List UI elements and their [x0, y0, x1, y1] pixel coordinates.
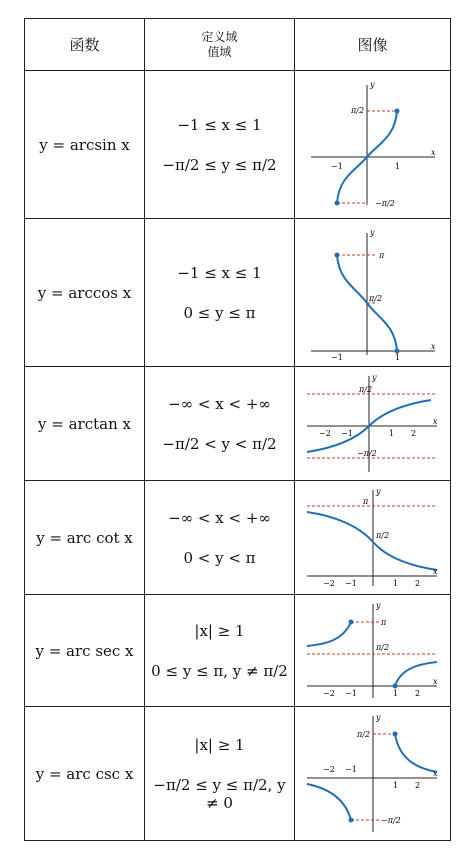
tick-label-bottom: −π/2 — [374, 198, 395, 208]
tick-label-mid: π/2 — [375, 642, 389, 652]
range-text: 0 < y < π — [183, 548, 256, 567]
header-graph: 图像 — [295, 19, 451, 71]
func-cell: y = arc sec x — [25, 595, 145, 707]
y-axis-label: y — [371, 372, 377, 382]
row-arccot — [25, 481, 451, 595]
domain-text: |x| ≥ 1 — [194, 621, 245, 640]
inverse-trig-table — [24, 18, 451, 841]
range-text: 0 ≤ y ≤ π — [183, 303, 256, 322]
graph-cell — [295, 481, 451, 595]
x-tick: −1 — [344, 578, 357, 588]
endpoint-dot — [334, 200, 339, 205]
arccos-graph — [303, 225, 443, 361]
header-row — [25, 19, 451, 71]
y-axis-label: y — [375, 600, 381, 610]
arctan-graph — [303, 372, 443, 476]
x-tick: 1 — [394, 352, 400, 361]
x-tick: −2 — [318, 428, 331, 438]
endpoint-dot — [394, 108, 399, 113]
tick-label-top: π — [362, 496, 368, 506]
y-axis-label: y — [369, 227, 375, 237]
arccot-graph — [303, 486, 443, 590]
arccsc-left-branch — [307, 784, 351, 820]
x-axis-label: x — [432, 768, 438, 778]
range-text: −π/2 ≤ y ≤ π/2 — [162, 155, 277, 174]
x-axis-label: x — [432, 676, 438, 686]
row-arcsec — [25, 595, 451, 707]
x-tick: −1 — [340, 428, 353, 438]
graph-cell — [295, 595, 451, 707]
x-tick: 1 — [392, 780, 398, 790]
func-cell: y = arccos x — [25, 219, 145, 367]
x-tick: −2 — [322, 688, 335, 698]
domain-text: −1 ≤ x ≤ 1 — [177, 115, 262, 134]
x-tick: −1 — [344, 688, 357, 698]
y-axis-label: y — [375, 712, 381, 722]
domain-text: −∞ < x < +∞ — [168, 394, 271, 413]
domain-range-cell — [145, 707, 295, 841]
row-arccsc — [25, 707, 451, 841]
x-axis-label: x — [430, 341, 436, 351]
row-arccos — [25, 219, 451, 367]
domain-text: |x| ≥ 1 — [194, 735, 245, 754]
graph-cell — [295, 367, 451, 481]
x-tick: 1 — [392, 578, 398, 588]
row-arctan — [25, 367, 451, 481]
arcsec-left-branch — [307, 622, 351, 646]
tick-label-mid: π/2 — [375, 530, 389, 540]
tick-label-top: π/2 — [350, 105, 364, 115]
y-axis-label: y — [369, 79, 375, 89]
header-domain-range — [145, 19, 295, 71]
func-cell: y = arcsin x — [25, 71, 145, 219]
endpoint-dot — [392, 683, 397, 688]
header-function: 函数 — [25, 19, 145, 71]
domain-range-cell — [145, 219, 295, 367]
domain-text: −∞ < x < +∞ — [168, 508, 271, 527]
range-text: −π/2 ≤ y ≤ π/2, y ≠ 0 — [153, 775, 286, 812]
x-tick: 2 — [410, 428, 416, 438]
x-tick: −2 — [322, 764, 335, 774]
endpoint-dot — [392, 731, 397, 736]
endpoint-dot — [334, 252, 339, 257]
y-axis-label: y — [375, 486, 381, 496]
domain-range-cell — [145, 595, 295, 707]
arcsec-graph — [303, 600, 443, 702]
tick-label-top: π/2 — [356, 729, 370, 739]
x-axis-label: x — [432, 566, 438, 576]
x-tick: 2 — [414, 578, 420, 588]
graph-cell — [295, 71, 451, 219]
x-tick: 1 — [392, 688, 398, 698]
domain-range-cell — [145, 481, 295, 595]
domain-range-cell — [145, 367, 295, 481]
graph-cell — [295, 219, 451, 367]
domain-range-cell — [145, 71, 295, 219]
arcsec-right-branch — [395, 662, 437, 686]
header-domain: 定义域 — [201, 29, 238, 44]
arccsc-right-branch — [395, 734, 437, 772]
header-range: 值域 — [207, 44, 232, 59]
x-tick: −1 — [344, 764, 357, 774]
range-text: −π/2 < y < π/2 — [162, 434, 277, 453]
tick-label-bottom: −π/2 — [380, 815, 401, 825]
tick-label-top: π/2 — [358, 384, 372, 394]
arccsc-graph — [303, 712, 443, 836]
x-tick: 2 — [414, 780, 420, 790]
range-text: 0 ≤ y ≤ π, y ≠ π/2 — [151, 661, 288, 680]
tick-label-top: π — [380, 617, 386, 627]
domain-text: −1 ≤ x ≤ 1 — [177, 263, 262, 282]
func-cell: y = arctan x — [25, 367, 145, 481]
tick-label-bottom: −π/2 — [356, 448, 377, 458]
x-tick: 1 — [388, 428, 394, 438]
x-tick: −1 — [330, 161, 343, 171]
x-axis-label: x — [432, 416, 438, 426]
x-tick: −2 — [322, 578, 335, 588]
func-cell: y = arc cot x — [25, 481, 145, 595]
tick-label-top: π — [378, 250, 384, 260]
endpoint-dot — [348, 619, 353, 624]
arccot-curve — [307, 512, 437, 570]
x-tick: 2 — [414, 688, 420, 698]
endpoint-dot — [348, 817, 353, 822]
x-axis-label: x — [430, 147, 436, 157]
tick-label-mid: π/2 — [368, 293, 382, 303]
row-arcsin — [25, 71, 451, 219]
graph-cell — [295, 707, 451, 841]
x-tick: 1 — [394, 161, 400, 171]
arcsin-graph — [303, 77, 443, 213]
func-cell: y = arc csc x — [25, 707, 145, 841]
x-tick: −1 — [330, 352, 343, 361]
